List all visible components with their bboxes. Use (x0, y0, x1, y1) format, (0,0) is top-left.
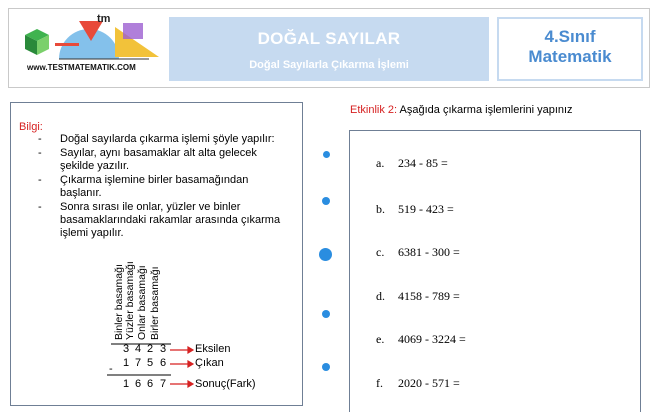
activity-heading (350, 104, 573, 116)
question-expression: 4069 - 3224 = (398, 332, 466, 346)
bullet-dot (322, 197, 330, 205)
digit: 4 (134, 343, 142, 355)
logo-tm: tm (97, 13, 111, 25)
question-expression: 2020 - 571 = (398, 376, 460, 390)
column-label-yuzler: Yüzler basamağı (124, 261, 136, 340)
bullet: - (38, 147, 42, 159)
bullet: - (38, 174, 42, 186)
info-item-text: Çıkarma işlemine birler basamağından başlanır. (60, 174, 249, 199)
question (376, 202, 454, 217)
bullet-dot (323, 151, 330, 158)
info-box (10, 102, 303, 406)
digit: 6 (159, 357, 167, 369)
question-letter: b. (376, 202, 385, 216)
logo-url: www.TESTMATEMATIK.COM (27, 63, 136, 72)
question-letter: a. (376, 156, 385, 170)
page-title: DOĞAL SAYILAR (257, 29, 401, 48)
info-item-text: Sonra sırası ile onlar, yüzler ve binler basamaklarındaki rakamlar arasında çıkarma işlemi yapılır. (60, 201, 281, 239)
bullet-dot (322, 310, 330, 318)
digit: 5 (146, 357, 154, 369)
question (376, 245, 460, 260)
bullet: - (38, 133, 42, 145)
testmatematik-logo (19, 13, 167, 81)
column-label-onlar: Onlar basamağı (136, 265, 148, 340)
question (376, 376, 460, 391)
bullet-dot (319, 248, 332, 261)
page-subtitle: Doğal Sayılarla Çıkarma İşlemi (249, 59, 409, 71)
question (376, 156, 448, 171)
title-box (169, 17, 489, 81)
label-eksilen: Eksilen (195, 343, 231, 355)
grade-label: 4.Sınıf (544, 27, 596, 46)
activity-instruction: Aşağıda çıkarma işlemlerini yapınız (399, 104, 573, 116)
info-title: Bilgi: (19, 121, 43, 133)
digit: 7 (134, 357, 142, 369)
digit: 1 (122, 357, 130, 369)
digit: 6 (134, 378, 142, 390)
digit: 6 (146, 378, 154, 390)
minus-sign: - (109, 363, 113, 375)
grade-box (497, 17, 643, 81)
question-expression: 4158 - 789 = (398, 289, 460, 303)
info-item-text: Doğal sayılarda çıkarma işlemi şöyle yapılır: (60, 133, 275, 145)
label-sonuc: Sonuç(Fark) (195, 378, 256, 390)
bullet: - (38, 201, 42, 213)
label-cikan: Çıkan (195, 357, 224, 369)
column-label-binler: Binler basamağı (113, 264, 125, 340)
bullet-dot (322, 363, 330, 371)
digit: 1 (122, 378, 130, 390)
question-letter: c. (376, 245, 385, 259)
question-letter: f. (376, 376, 383, 390)
digit: 2 (146, 343, 154, 355)
digit: 7 (159, 378, 167, 390)
digit: 3 (159, 343, 167, 355)
question-letter: e. (376, 332, 385, 346)
question (376, 332, 466, 347)
question-expression: 6381 - 300 = (398, 245, 460, 259)
header (8, 8, 650, 88)
question (376, 289, 460, 304)
activity-box (349, 130, 641, 412)
question-expression: 519 - 423 = (398, 202, 454, 216)
question-letter: d. (376, 289, 385, 303)
info-item-text: Sayılar, aynı basamaklar alt alta gelecek şekilde yazılır. (60, 147, 257, 172)
subject-label: Matematik (528, 47, 612, 66)
question-expression: 234 - 85 = (398, 156, 448, 170)
activity-label: Etkinlik 2: (350, 104, 398, 116)
digit: 3 (122, 343, 130, 355)
column-label-birler: Birler basamağı (149, 266, 161, 340)
